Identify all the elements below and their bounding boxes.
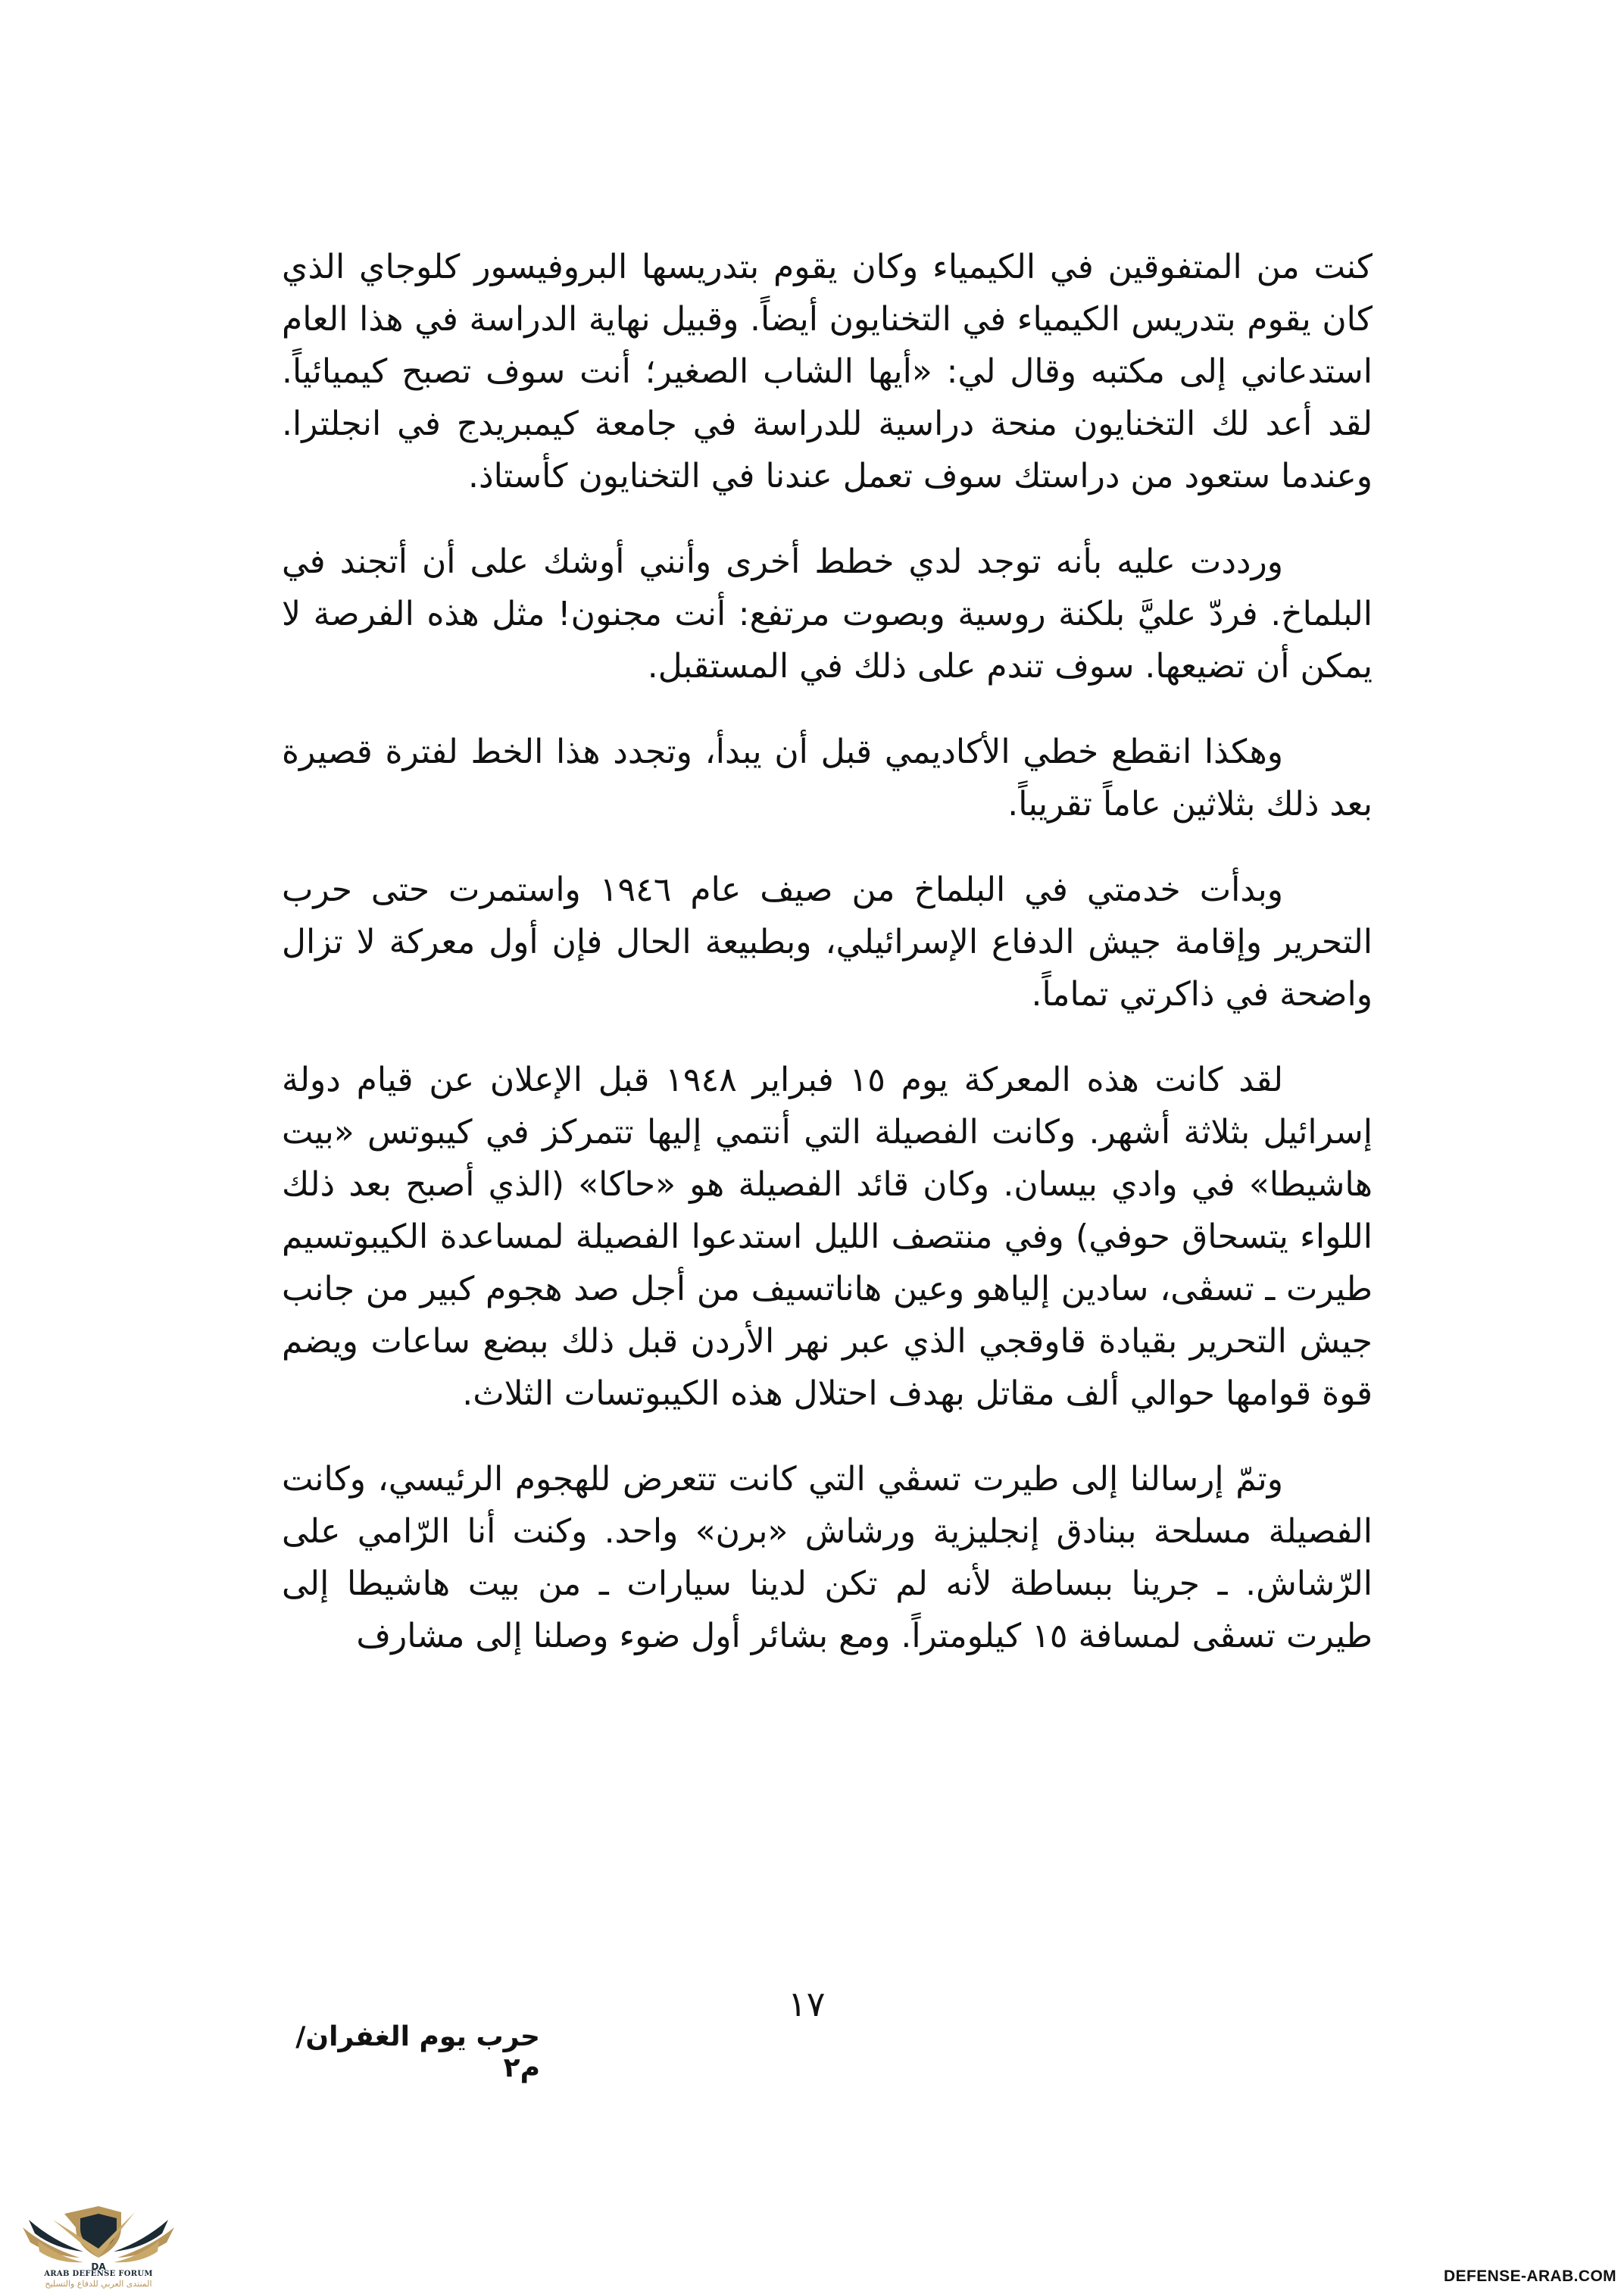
paragraph-1: كنت من المتفوقين في الكيمياء وكان يقوم بتدريسها البروفيسور كلوجاي الذي كان يقوم بتدريس الكيمياء في التخنايون أيضاً. وقبيل نهاية الدراسة في هذا العام استدعاني إلى مكتبه وقال لي: «أيها الشاب الصغير؛ أنت سوف تصبح كيميائياً. لقد أعد لك التخنايون منحة دراسية للدراسة في جامعة كيمبريدج في انجلترا. وعندما ستعود من دراستك سوف تعمل عندنا في التخنايون كأستاذ. (282, 248, 1373, 495)
logo-monogram: DA (91, 2261, 106, 2271)
paragraph-6: وتمّ إرسالنا إلى طيرت تسڤي التي كانت تتعرض للهجوم الرئيسي، وكانت الفصيلة مسلحة ببنادق إنجليزية ورشاش «برن» واحد. وكنت أنا الرّامي على الرّشاش. ـ جرينا ببساطة لأنه لم تكن لدينا سيارات ـ من بيت هاشيطا إلى طيرت تسڤى لمسافة ١٥ كيلومتراً. ومع بشائر أول ضوء وصلنا إلى مشارف (282, 1460, 1373, 1655)
running-footer: حرب يوم الغفران/ م٢ (295, 2021, 540, 2083)
site-watermark: DEFENSE-ARAB.COM (1444, 2268, 1617, 2285)
paragraph-3: وهكذا انقطع خطي الأكاديمي قبل أن يبدأ، وتجدد هذا الخط لفترة قصيرة بعد ذلك بثلاثين عاماً تقريباً. (282, 733, 1373, 824)
logo-title-en: ARAB DEFENSE FORUM (44, 2270, 153, 2278)
paragraph-5: لقد كانت هذه المعركة يوم ١٥ فبراير ١٩٤٨ قبل الإعلان عن قيام دولة إسرائيل بثلاثة أشهر. وكانت الفصيلة التي أنتمي إليها تتمركز في كيبوتس «بيت هاشيطا» في وادي بيسان. وكان قائد الفصيلة هو «حاكا» (الذي أصبح بعد ذلك اللواء يتسحاق حوفي) وفي منتصف الليل استدعوا الفصيلة لمساعدة الكيبوتسيم طيرت ـ تسڤى، سادين إلياهو وعين هاناتسيف من أجل صد هجوم كبير من جانب جيش التحرير بقيادة قاوقجي الذي عبر نهر الأردن قبل ذلك ببضع ساعات ويضم قوة قوامها حوالي ألف مقاتل بهدف احتلال هذه الكيبوتسات الثلاث. (282, 1061, 1373, 1413)
shield-wings-logo-icon (8, 2182, 189, 2271)
logo-title-ar: المنتدى العربي للدفاع والتسليح (45, 2279, 152, 2289)
paragraph-2: ورددت عليه بأنه توجد لدي خطط أخرى وأنني أوشك على أن أتجند في البلماخ. فردّ عليَّ بلكنة روسية وبصوت مرتفع: أنت مجنون! مثل هذه الفرصة لا يمكن أن تضيعها. سوف تندم على ذلك في المستقبل. (282, 542, 1373, 686)
page-number: ١٧ (788, 1983, 826, 2024)
paragraph-4: وبدأت خدمتي في البلماخ من صيف عام ١٩٤٦ واستمرت حتى حرب التحرير وإقامة جيش الدفاع الإسرائيلي، وبطبيعة الحال فإن أول معركة لا تزال واضحة في ذاكرتي تماماً. (282, 870, 1373, 1014)
page-body (282, 241, 1373, 1696)
